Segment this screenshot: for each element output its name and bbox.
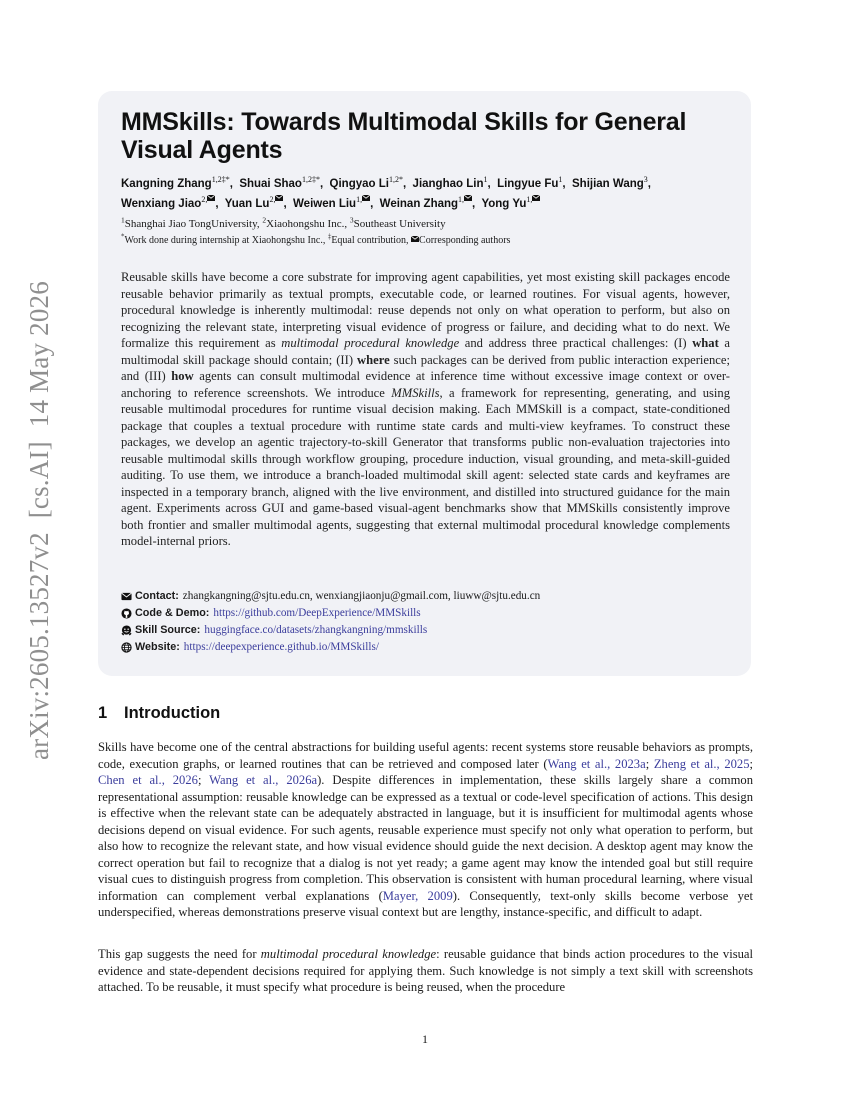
contact-label: Contact: [135,590,179,602]
author: Yong $Yu^{1,}$ [481,198,540,210]
author: Shuai Shao$^{1,2\ddagger*}$ [239,175,320,190]
envelope-icon [207,195,215,201]
author: Lingyue Fu$^1$ [497,175,563,190]
website-link[interactable]: https://deepexperience.github.io/MMSkills/ [183,641,379,653]
website-label: Website: [135,641,180,653]
author: Wenxiang Jiao$^{2,}$ [121,198,215,210]
author: Shijian Wang$^3$ [572,175,648,190]
citation-link[interactable]: Mayer, 2009 [382,888,453,903]
abstract-text: Reusable skills have become a core substrate for improving agent capabilities, yet most existing skill packages encode reusable behavior primarily as textual prompts, executable code, or learned routines. For visual agents, however, procedural knowledge is inherently multimodal: reuse depends not only on what operation to perform, but also on recognizing the relevant state, interpreting visual evidence of progress or failure, and deciding what to do next. We formalize this requirement as multimodal procedural knowledge and address three practical challenges: (I) what a multimodal skill package should contain; (II) where such packages can be derived from public interaction experience; and (III) how agents can consult multimodal evidence at inference time without excessive image context or over-anchoring to reference screenshots. We introduce MMSkills, a framework for representing, generating, and using reusable multimodal procedures for runtime visual decision making. Each MMSkill is a compact, state-conditioned package that couples a textual procedure with runtime state cards and multi-view keyframes. To construct these packages, we develop an agentic trajectory-to-skill Generator that transforms public non-evaluation trajectories into reusable multimodal skills through workflow grouping, procedure induction, visual grounding, and meta-skill-guided auditing. To use them, we introduce a branch-loaded multimodal skill agent: selected state cards and keyframes are inspected in a temporary branch, aligned with the live environment, and distilled into structured guidance for the main agent. Experiments across GUI and game-based visual-agent benchmarks show that MMSkills consistently improve both frontier and smaller multimodal agents, suggesting that external multimodal procedural knowledge complements model-internal priors. [121,270,730,548]
contact-emails[interactable]: zhangkangning@sjtu.edu.cn, wenxiangjiaonju@gmail.com, liuww@sjtu.edu.cn [182,590,541,602]
section-title: Introduction [124,704,221,722]
envelope-icon [411,236,419,242]
envelope-icon [121,591,132,602]
envelope-icon [362,195,370,201]
paper-title: MMSkills: Towards Multimodal Skills for General Visual Agents [121,108,687,164]
section-number: 1 [98,704,108,722]
code-row [121,605,730,622]
github-icon [121,608,132,619]
skill-source-link[interactable]: huggingface.co/datasets/zhangkangning/mmskills [204,624,428,636]
citation-link[interactable]: Wang et al., 2023a [547,756,646,771]
citation-link[interactable]: Zheng et al., 2025 [653,756,750,771]
author: Weinan Zhang$^{1,}$ [380,198,472,210]
author: Jianghao Lin$^1$ [412,175,488,190]
author-notes: *Work done during internship at Xiaohongshu Inc., ‡Equal contribution, Corresponding authors [121,232,511,246]
section-heading-introduction [98,702,220,724]
author: Kangning Zhang$^{1,2\ddagger*}$ [121,175,230,190]
affiliations: $^1$Shanghai Jiao TongUniversity, $^2$Xiaohongshu Inc., $^3$Southeast University [121,215,446,230]
envelope-icon [532,195,540,201]
code-link[interactable]: https://github.com/DeepExperience/MMSkills [213,607,421,619]
author: Qingyao $Li^{1,2*}$ [329,175,403,190]
globe-icon [121,642,132,653]
arxiv-identifier-stamp: arXiv:2605.13527v2 [cs.AI] 14 May 2026 [24,281,54,760]
website-row [121,639,730,656]
envelope-icon [464,195,472,201]
citation-link[interactable]: Chen et al., 2026 [98,773,198,787]
paper-links [121,588,730,656]
intro-paragraph: Skills have become one of the central abstractions for building useful agents: recent systems store reusable behaviors as prompts, code, execution graphs, or learned routines that can be retrieved and composed later (Wang et al., 2023a; Zheng et al., 2025; Chen et al., 2026; Wang et al., 2026a). Despite differences in implementation, these skills largely share a common representational assumption: reusable knowledge can be expressed as a textual or code-level specification of actions. This design is effective when the relevant state can be adequately abstracted in language, but it is insufficient for multimodal agents whose decisions depend on visual evidence. For such agents, reusable experience must specify not only what operation to perform, but also how to recognize the relevant state, and how visual evidence should guide the next decision. A desktop agent may know the correct operation but fail to recognize that a dialog is not yet ready; a game agent may know the intended goal but still require visual cues to distinguish progress from completion. This observation is consistent with human procedural learning, where visual information can complement verbal explanations (Mayer, 2009). Consequently, text-only skills become verbose yet underspecified, whereas demonstrations preserve visual context but are lengthy, instance-specific, and difficult to adapt. [98,740,754,919]
code-label: Code & Demo: [135,607,210,619]
author: Yuan $Lu^{2,}$ [225,198,284,210]
skill-row [121,622,730,639]
contact-row [121,588,730,605]
page-number: 1 [422,1032,428,1046]
author: Weiwen Liu$^{1,}$ [293,198,370,210]
author-list: Kangning Zhang$^{1,2\ddagger*}$, Shuai Shao$^{1,2\ddagger*}$, Qingyao $Li^{1,2*}$, Jianghao Lin$^1$, Lingyue Fu$^1$, Shijian Wang$^3$, Wenxiang Jiao$^{2,}$ , Yuan $Lu^{2,}$ , Weiwen Liu$^{1,}$ , Weinan Zhang$^{1,}$ , Yong $Yu^{1,}$ [121,175,651,210]
skill-source-label: Skill Source: [135,624,201,636]
huggingface-icon [121,625,132,636]
citation-link[interactable]: Wang et al., 2026a [209,773,318,787]
envelope-icon [275,195,283,201]
intro-paragraph: This gap suggests the need for multimodal procedural knowledge: reusable guidance that binds action procedures to the visual evidence and state-dependent decisions required for applying them. Such knowledge is not simply a text skill with screenshots attached. To be reusable, it must specify what procedure is being reused, when the procedure [98,947,753,994]
